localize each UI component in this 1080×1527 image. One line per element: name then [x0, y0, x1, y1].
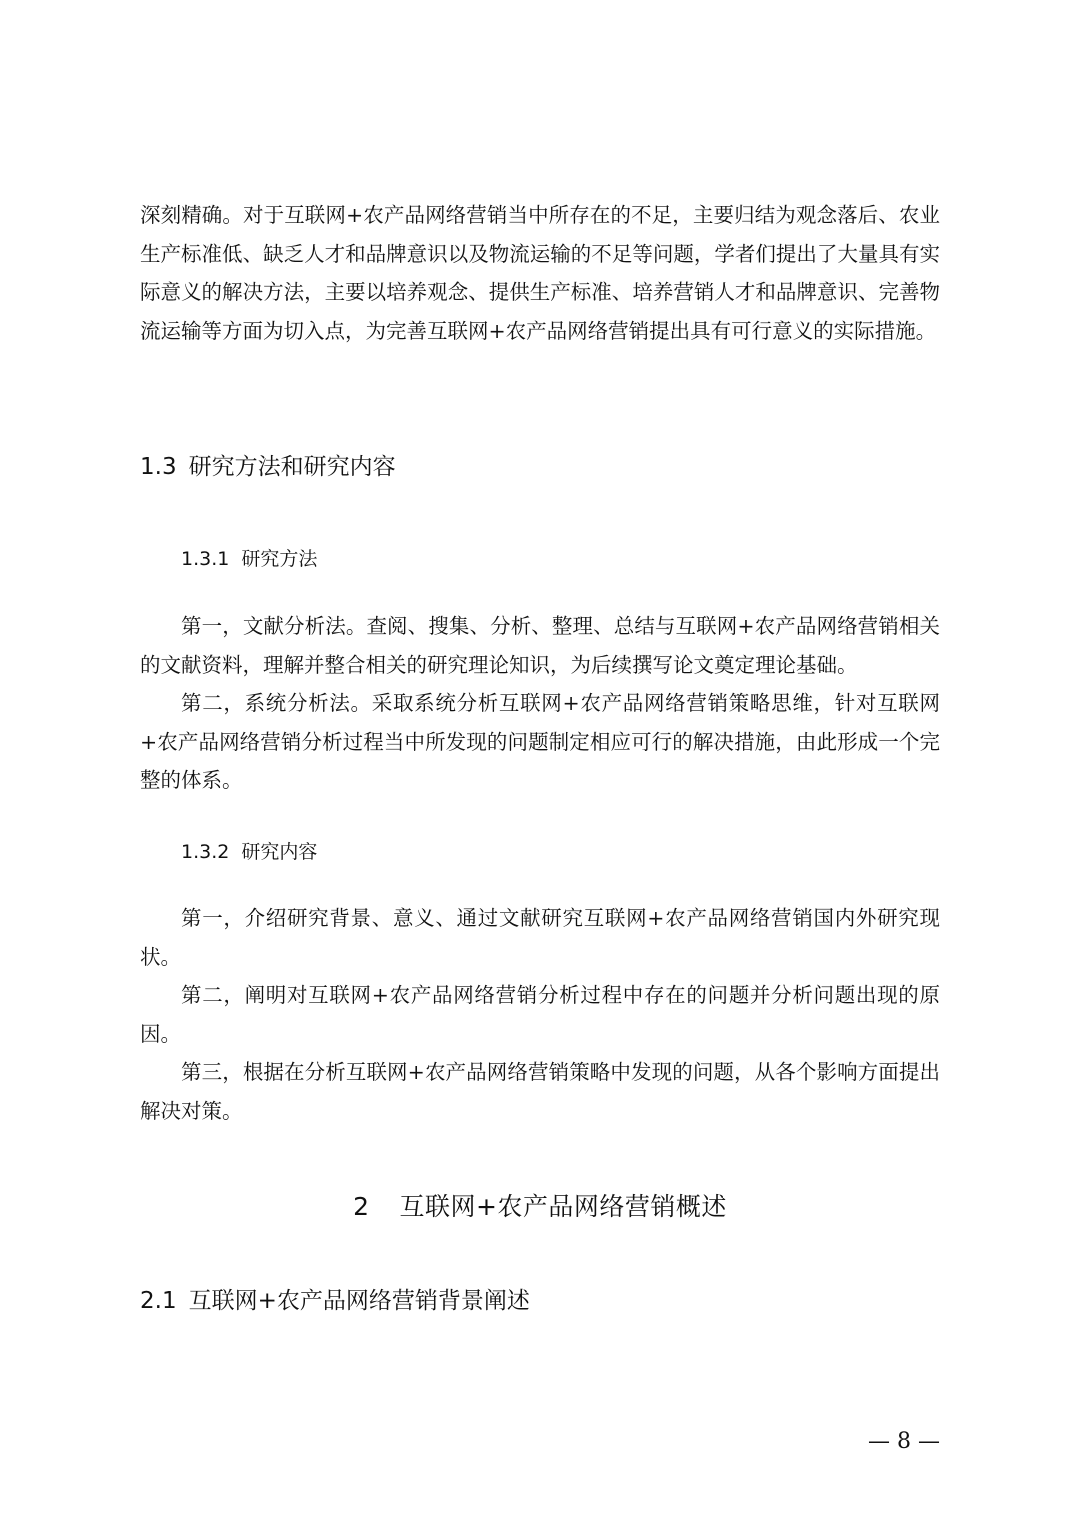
- chapter-heading-2: [0, 1190, 1080, 1224]
- subsection-heading-1-3-1: [181, 545, 317, 573]
- chapter-title: 互联网+农产品网络营销概述: [399, 1192, 727, 1221]
- paragraph-method-1: 第一，文献分析法。查阅、搜集、分析、整理、总结与互联网+农产品网络营销相关的文献资料，理解并整合相关的研究理论知识，为后续撰写论文奠定理论基础。: [140, 614, 940, 677]
- paragraph-method-2: 第二，系统分析法。采取系统分析互联网+农产品网络营销策略思维，针对互联网+农产品网络营销分析过程当中所发现的问题制定相应可行的解决措施，由此形成一个完整的体系。: [140, 691, 940, 792]
- paragraph-content-1: 第一，介绍研究背景、意义、通过文献研究互联网+农产品网络营销国内外研究现状。: [140, 906, 940, 969]
- subsection-title: 研究方法: [241, 548, 318, 570]
- paragraph-content-2: 第二，阐明对互联网+农产品网络营销分析过程中存在的问题并分析问题出现的原因。: [140, 983, 940, 1046]
- subsection-number: 1.3.1: [181, 548, 230, 570]
- section-heading-1-3: [140, 451, 396, 483]
- subsection-title: 研究内容: [241, 841, 318, 863]
- chapter-number: 2: [353, 1192, 370, 1221]
- section-title: 互联网+农产品网络营销背景阐述: [188, 1288, 530, 1314]
- paragraph-intro-continuation: 深刻精确。对于互联网+农产品网络营销当中所存在的不足，主要归结为观念落后、农业生产标准低、缺乏人才和品牌意识以及物流运输的不足等问题，学者们提出了大量具有实际意义的解决方法，主要以培养观念、提供生产标准、培养营销人才和品牌意识、完善物流运输等方面为切入点，为完善互联网+农产品网络营销提出具有可行意义的实际措施。: [140, 203, 940, 343]
- section-title: 研究方法和研究内容: [188, 454, 396, 480]
- section-number: 1.3: [140, 454, 177, 480]
- paragraph-content-3: 第三，根据在分析互联网+农产品网络营销策略中发现的问题，从各个影响方面提出解决对策。: [140, 1060, 940, 1123]
- section-heading-2-1: [140, 1285, 530, 1317]
- page-number: — 8 —: [868, 1429, 940, 1454]
- subsection-heading-1-3-2: [181, 838, 317, 866]
- subsection-number: 1.3.2: [181, 841, 230, 863]
- section-number: 2.1: [140, 1288, 177, 1314]
